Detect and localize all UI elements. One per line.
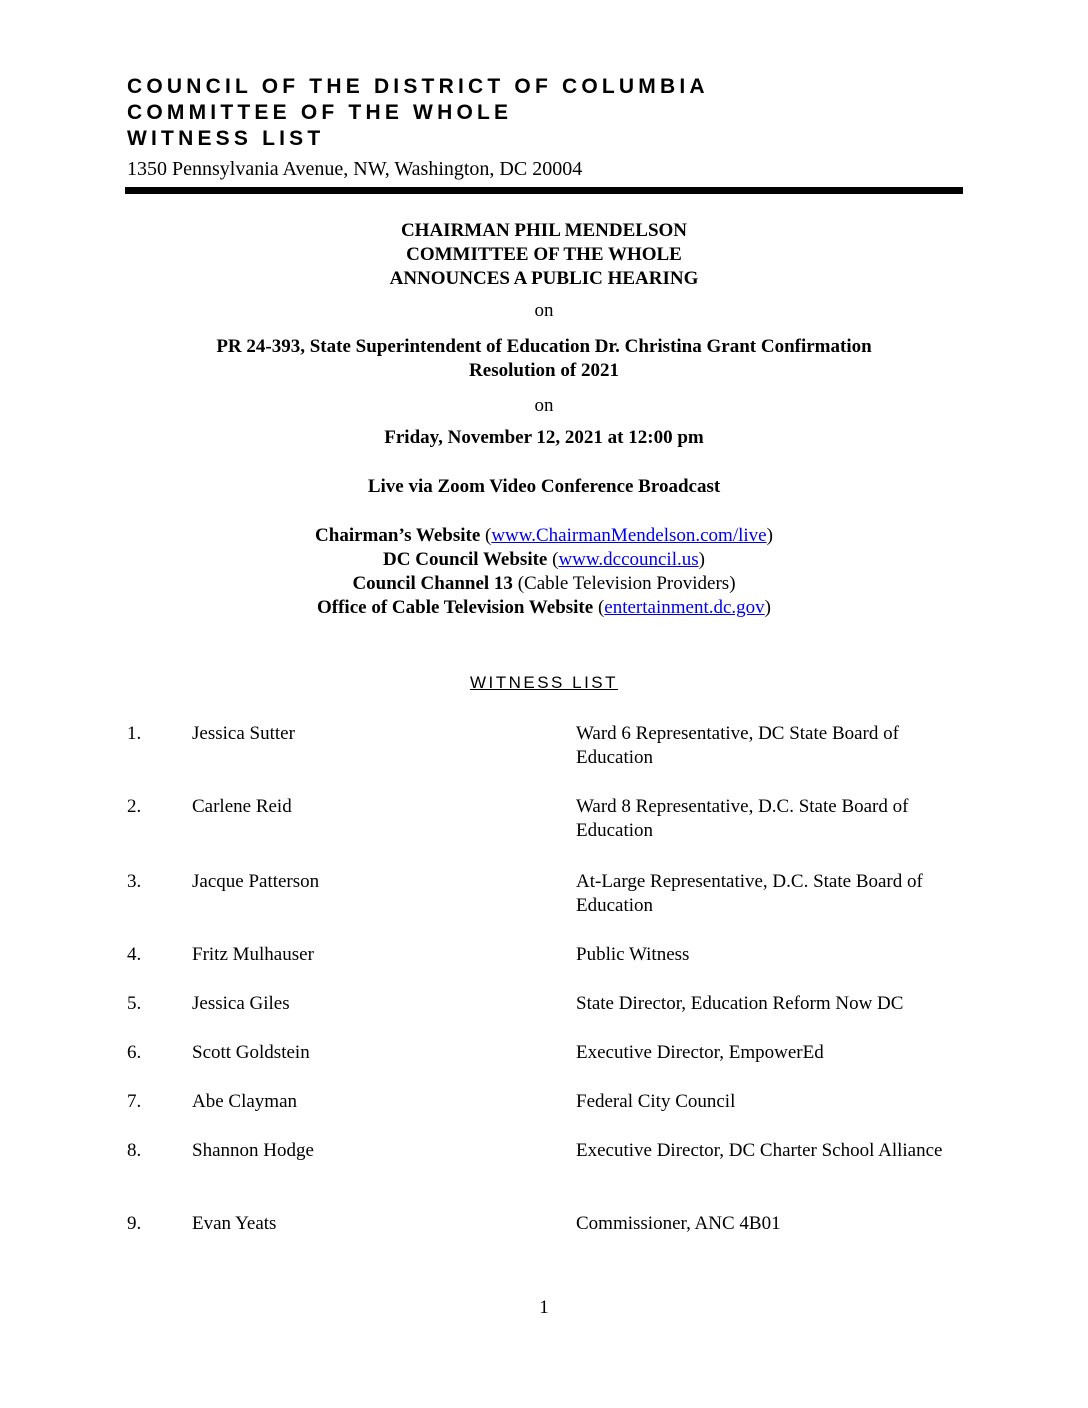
chairman-website-link[interactable]: www.ChairmanMendelson.com/live xyxy=(491,525,767,546)
octv-website-link[interactable]: entertainment.dc.gov xyxy=(604,597,765,618)
announcement-block xyxy=(0,219,1088,291)
witness-affiliation: At-Large Representative, D.C. State Board of Education xyxy=(576,871,923,916)
council-website-link[interactable]: www.dccouncil.us xyxy=(558,549,699,570)
resolution-title xyxy=(0,335,1088,383)
octv-website-line: Office of Cable Television Website (entertainment.dc.gov) xyxy=(317,597,771,618)
resolution-title-line2: Resolution of 2021 xyxy=(469,360,619,381)
witness-number: 6. xyxy=(127,1042,142,1063)
witness-number: 9. xyxy=(127,1213,142,1234)
letterhead xyxy=(127,74,709,181)
witness-number: 7. xyxy=(127,1091,142,1112)
witness-affiliation: State Director, Education Reform Now DC xyxy=(576,993,904,1014)
witness-number: 5. xyxy=(127,993,142,1014)
witness-name: Jacque Patterson xyxy=(192,871,320,892)
witness-name: Fritz Mulhauser xyxy=(192,944,314,965)
witness-name: Shannon Hodge xyxy=(192,1140,314,1161)
announcement-chairman: CHAIRMAN PHIL MENDELSON xyxy=(400,220,688,241)
witness-number: 8. xyxy=(127,1140,142,1161)
octv-website-label: Office of Cable Television Website xyxy=(317,597,594,618)
resolution-title-line1: PR 24-393, State Superintendent of Education Dr. Christina Grant Confirmation xyxy=(216,336,872,357)
witness-name: Jessica Giles xyxy=(192,993,290,1014)
witness-affiliation: Ward 8 Representative, D.C. State Board of Education xyxy=(576,796,909,841)
document-type: WITNESS LIST xyxy=(127,127,325,150)
council-address: 1350 Pennsylvania Avenue, NW, Washington, DC 20004 xyxy=(127,158,583,180)
witness-affiliation: Federal City Council xyxy=(576,1091,736,1112)
witness-list-heading: WITNESS LIST xyxy=(469,673,619,692)
broadcast-info: Live via Zoom Video Conference Broadcast xyxy=(367,476,721,497)
witness-name: Abe Clayman xyxy=(192,1091,298,1112)
witness-affiliation: Executive Director, DC Charter School Alliance xyxy=(576,1140,943,1161)
witness-number: 1. xyxy=(127,723,142,744)
council-website-line: DC Council Website (www.dccouncil.us) xyxy=(383,549,705,570)
chairman-website-line: Chairman’s Website (www.ChairmanMendelson.com/live) xyxy=(315,525,773,546)
witness-name: Evan Yeats xyxy=(192,1213,277,1234)
committee-name: COMMITTEE OF THE WHOLE xyxy=(127,101,513,124)
council-channel-line xyxy=(0,572,1088,596)
council-channel-note: (Cable Television Providers) xyxy=(517,573,736,594)
witness-affiliation: Commissioner, ANC 4B01 xyxy=(576,1213,781,1234)
witness-affiliation: Executive Director, EmpowerEd xyxy=(576,1042,824,1063)
witness-number: 2. xyxy=(127,796,142,817)
witness-name: Carlene Reid xyxy=(192,796,292,817)
witness-affiliation: Public Witness xyxy=(576,944,690,965)
on-text-1: on xyxy=(534,300,554,321)
chairman-website-label: Chairman’s Website xyxy=(315,525,481,546)
page-number: 1 xyxy=(539,1297,549,1318)
council-channel-label: Council Channel 13 xyxy=(352,573,513,594)
announcement-hearing: ANNOUNCES A PUBLIC HEARING xyxy=(389,268,699,289)
witness-number: 4. xyxy=(127,944,142,965)
hearing-datetime: Friday, November 12, 2021 at 12:00 pm xyxy=(384,427,704,448)
on-text-2: on xyxy=(534,395,554,416)
witness-affiliation: Ward 6 Representative, DC State Board of Education xyxy=(576,723,899,768)
council-name: COUNCIL OF THE DISTRICT OF COLUMBIA xyxy=(127,75,709,98)
header-divider xyxy=(125,187,963,194)
witness-name: Jessica Sutter xyxy=(192,723,295,744)
council-website-label: DC Council Website xyxy=(383,549,548,570)
announcement-committee: COMMITTEE OF THE WHOLE xyxy=(406,244,682,265)
witness-name: Scott Goldstein xyxy=(192,1042,310,1063)
viewing-options xyxy=(0,524,1088,620)
witness-number: 3. xyxy=(127,871,142,892)
